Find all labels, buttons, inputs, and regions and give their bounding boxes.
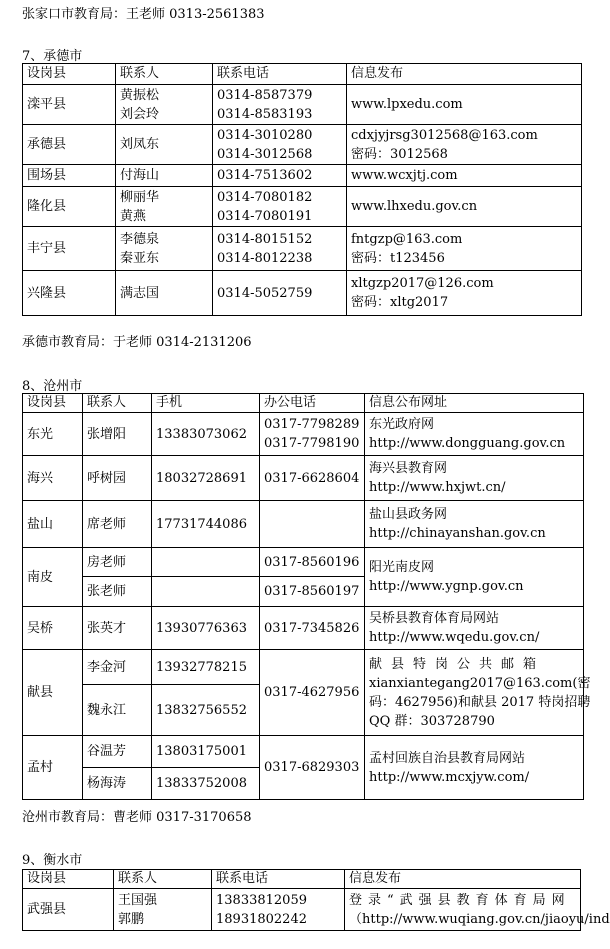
phone-cell: 13833812059 18931802242 [212, 889, 345, 931]
cangzhou-section-title: 8、沧州市 [22, 379, 83, 394]
info-url-cell: 东光政府网 http://www.dongguang.gov.cn [365, 413, 584, 456]
contact-cell: 张增阳 [83, 413, 152, 456]
phone-cell: 0314-5052759 [213, 271, 347, 316]
contact-cell: 黄振松 刘会玲 [116, 85, 213, 125]
county-cell: 献县 [23, 650, 83, 736]
mobile-cell: 13932778215 [152, 650, 260, 685]
table-row [23, 736, 584, 768]
header-office-phone: 办公电话 [260, 394, 365, 413]
table-row [23, 227, 582, 271]
phone-cell: 0314-8015152 0314-8012238 [213, 227, 347, 271]
phone-cell: 0314-3010280 0314-3012568 [213, 125, 347, 165]
phone-cell: 0314-7513602 [213, 165, 347, 187]
header-info-url: 信息公布网址 [365, 394, 584, 413]
office-phone-cell: 0317-7345826 [260, 607, 365, 650]
mobile-cell: 13833752008 [152, 768, 260, 800]
table-row [23, 165, 582, 187]
table-row [23, 501, 584, 548]
county-cell: 隆化县 [23, 187, 116, 227]
header-info: 信息发布 [347, 64, 582, 85]
county-cell: 丰宁县 [23, 227, 116, 271]
contact-cell: 张英才 [83, 607, 152, 650]
cangzhou-footer-contact: 沧州市教育局：曹老师 0317-3170658 [22, 810, 252, 825]
county-cell: 孟村 [23, 736, 83, 800]
info-cell: cdxjyjrsg3012568@163.com 密码：3012568 [347, 125, 582, 165]
table-row [23, 548, 584, 577]
office-phone-cell: 0317-6628604 [260, 456, 365, 501]
table-row [23, 125, 582, 165]
contact-cell: 付海山 [116, 165, 213, 187]
contact-cell: 刘凤东 [116, 125, 213, 165]
zhangjiakou-contact: 张家口市教育局：王老师 0313-2561383 [22, 7, 265, 22]
table-row [23, 607, 584, 650]
info-cell: www.wcxjtj.com [347, 165, 582, 187]
header-county: 设岗县 [23, 394, 83, 413]
table-row [23, 456, 584, 501]
office-phone-cell: 0317-8560197 [260, 577, 365, 607]
contact-cell: 呼树园 [83, 456, 152, 501]
phone-cell: 0314-8587379 0314-8583193 [213, 85, 347, 125]
contact-cell: 满志国 [116, 271, 213, 316]
contact-cell: 杨海涛 [83, 768, 152, 800]
contact-cell: 王国强 郭鹏 [114, 889, 212, 931]
info-cell: www.lhxedu.gov.cn [347, 187, 582, 227]
contact-cell: 柳丽华 黄燕 [116, 187, 213, 227]
mobile-cell: 13803175001 [152, 736, 260, 768]
mobile-cell: 18032728691 [152, 456, 260, 501]
office-phone-cell: 0317-7798289 0317-7798190 [260, 413, 365, 456]
phone-cell: 0314-7080182 0314-7080191 [213, 187, 347, 227]
county-cell: 南皮 [23, 548, 83, 607]
mobile-cell: 13930776363 [152, 607, 260, 650]
county-cell: 海兴 [23, 456, 83, 501]
info-url-cell: 盐山县政务网 http://chinayanshan.gov.cn [365, 501, 584, 548]
info-url-cell: 献县特岗公共邮箱 xianxiantegang2017@163.com(密 码：4627956)和献县 2017 特岗招聘 QQ 群：303728790 [365, 650, 584, 736]
info-url-cell: 吴桥县教育体育局网站 http://www.wqedu.gov.cn/ [365, 607, 584, 650]
county-cell: 武强县 [23, 889, 114, 931]
mobile-cell: 13383073062 [152, 413, 260, 456]
hengshui-table [22, 869, 610, 931]
cangzhou-table [22, 393, 591, 800]
table-row [23, 85, 582, 125]
county-cell: 滦平县 [23, 85, 116, 125]
contact-cell: 李金河 [83, 650, 152, 685]
contact-cell: 张老师 [83, 577, 152, 607]
mobile-cell [152, 548, 260, 577]
office-phone-cell [260, 501, 365, 548]
info-cell: fntgzp@163.com 密码：t123456 [347, 227, 582, 271]
table-row [23, 187, 582, 227]
info-url-cell: 海兴县教育网 http://www.hxjwt.cn/ [365, 456, 584, 501]
info-cell: 登录“武强县教育体育局网 （http://www.wuqiang.gov.cn/jiaoyu/ind [345, 889, 581, 931]
table-header-row [23, 64, 582, 85]
header-county: 设岗县 [23, 870, 114, 889]
info-url-cell: 孟村回族自治县教育局网站 http://www.mcxjyw.com/ [365, 736, 584, 800]
county-cell: 东光 [23, 413, 83, 456]
county-cell: 盐山 [23, 501, 83, 548]
header-contact: 联系人 [83, 394, 152, 413]
county-cell: 吴桥 [23, 607, 83, 650]
hengshui-section-title: 9、衡水市 [22, 853, 83, 868]
table-row [23, 889, 581, 931]
table-header-row [23, 394, 584, 413]
contact-cell: 魏永江 [83, 685, 152, 736]
office-phone-cell: 0317-6829303 [260, 736, 365, 800]
county-cell: 围场县 [23, 165, 116, 187]
info-cell: xltgzp2017@126.com 密码：xltg2017 [347, 271, 582, 316]
info-cell: www.lpxedu.com [347, 85, 582, 125]
office-phone-cell: 0317-8560196 [260, 548, 365, 577]
contact-cell: 李德泉 秦亚东 [116, 227, 213, 271]
table-row [23, 413, 584, 456]
county-cell: 兴隆县 [23, 271, 116, 316]
table-row [23, 650, 584, 685]
mobile-cell: 13832756552 [152, 685, 260, 736]
header-phone: 联系电话 [213, 64, 347, 85]
info-url-cell: 阳光南皮网 http://www.ygnp.gov.cn [365, 548, 584, 607]
table-row [23, 271, 582, 316]
chengde-section-title: 7、承德市 [22, 49, 83, 64]
mobile-cell [152, 577, 260, 607]
contact-cell: 谷温芳 [83, 736, 152, 768]
header-info: 信息发布 [345, 870, 581, 889]
header-phone: 联系电话 [212, 870, 345, 889]
header-mobile: 手机 [152, 394, 260, 413]
contact-cell: 席老师 [83, 501, 152, 548]
header-contact: 联系人 [116, 64, 213, 85]
header-contact: 联系人 [114, 870, 212, 889]
chengde-table [22, 63, 582, 316]
contact-cell: 房老师 [83, 548, 152, 577]
header-county: 设岗县 [23, 64, 116, 85]
office-phone-cell: 0317-4627956 [260, 650, 365, 736]
table-header-row [23, 870, 581, 889]
chengde-footer-contact: 承德市教育局：于老师 0314-2131206 [22, 335, 252, 350]
county-cell: 承德县 [23, 125, 116, 165]
mobile-cell: 17731744086 [152, 501, 260, 548]
